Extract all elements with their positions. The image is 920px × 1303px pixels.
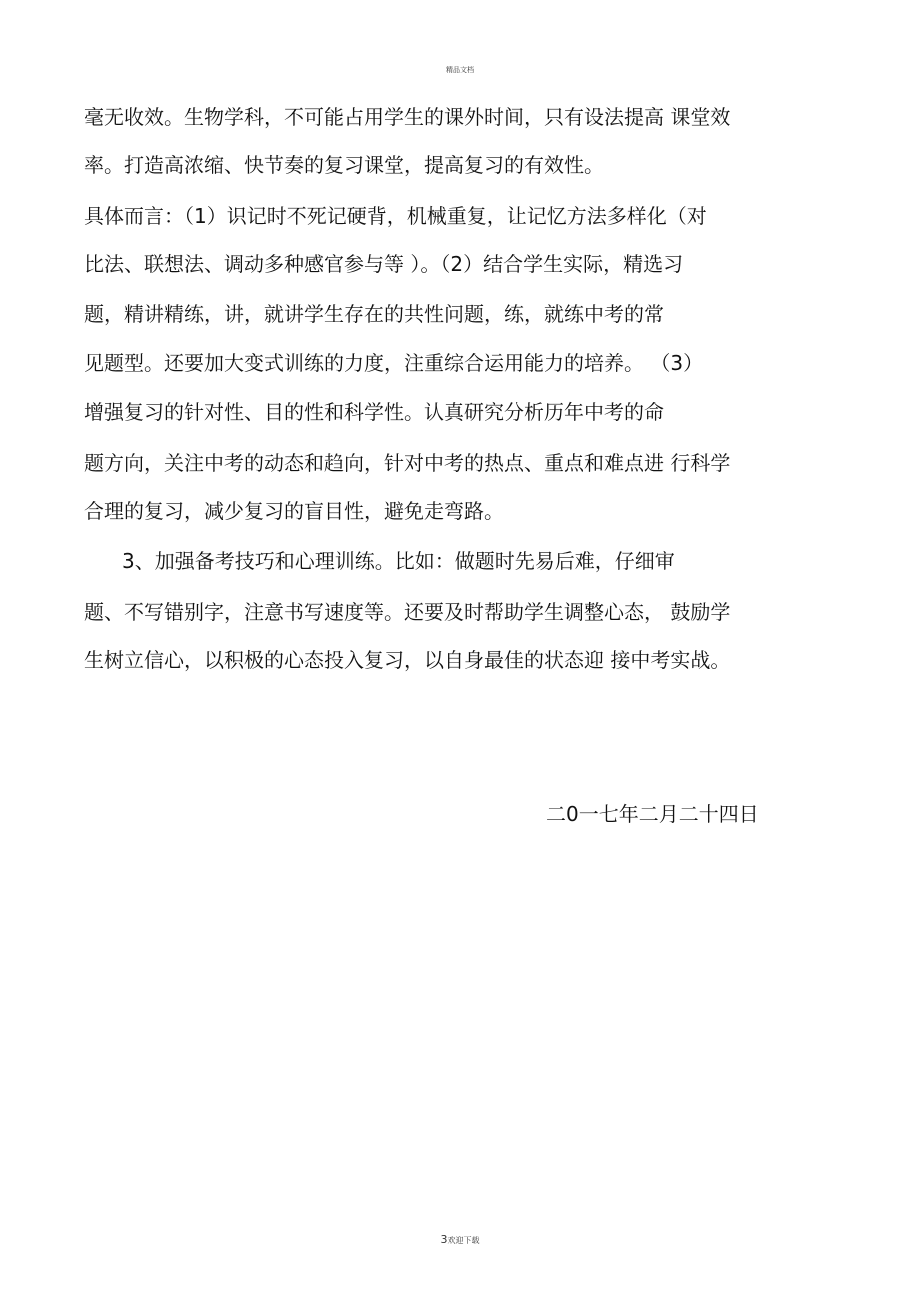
body-line-11: 题、不写错别字，注意书写速度等。还要及时帮助学生调整心态， 鼓励学 xyxy=(84,600,731,624)
body-line-10: 3、加强备考技巧和心理训练。比如：做题时先易后难，仔细审 xyxy=(122,549,675,573)
body-line-2: 率。打造高浓缩、快节奏的复习课堂，提高复习的有效性。 xyxy=(84,153,604,177)
body-line-6: 见题型。还要加大变式训练的力度，注重综合运用能力的培养。 （3） xyxy=(84,351,704,375)
page-number: 3 xyxy=(440,1233,448,1246)
document-date: 二0一七年二月二十四日 xyxy=(546,802,759,826)
body-line-3: 具体而言：（1）识记时不死记硬背，机械重复，让记忆方法多样化（对 xyxy=(84,204,707,228)
page-header: 精品文档 xyxy=(446,66,474,74)
page-footer xyxy=(0,1235,920,1246)
body-line-12: 生树立信心，以积极的心态投入复习，以自身最佳的状态迎 接中考实战。 xyxy=(84,648,731,672)
body-line-8: 题方向，关注中考的动态和趋向，针对中考的热点、重点和难点进 行科学 xyxy=(84,451,731,475)
body-line-5: 题，精讲精练，讲，就讲学生存在的共性问题，练，就练中考的常 xyxy=(84,302,664,326)
body-line-9: 合理的复习，减少复习的盲目性，避免走弯路。 xyxy=(84,499,504,523)
footer-text: 欢迎下载 xyxy=(447,1236,480,1245)
body-line-1: 毫无收效。生物学科，不可能占用学生的课外时间，只有设法提高 课堂效 xyxy=(84,105,731,129)
body-line-7: 增强复习的针对性、目的性和科学性。认真研究分析历年中考的命 xyxy=(84,400,664,424)
body-line-4: 比法、联想法、调动多种感官参与等 ）。（2）结合学生实际，精选习 xyxy=(84,252,684,276)
